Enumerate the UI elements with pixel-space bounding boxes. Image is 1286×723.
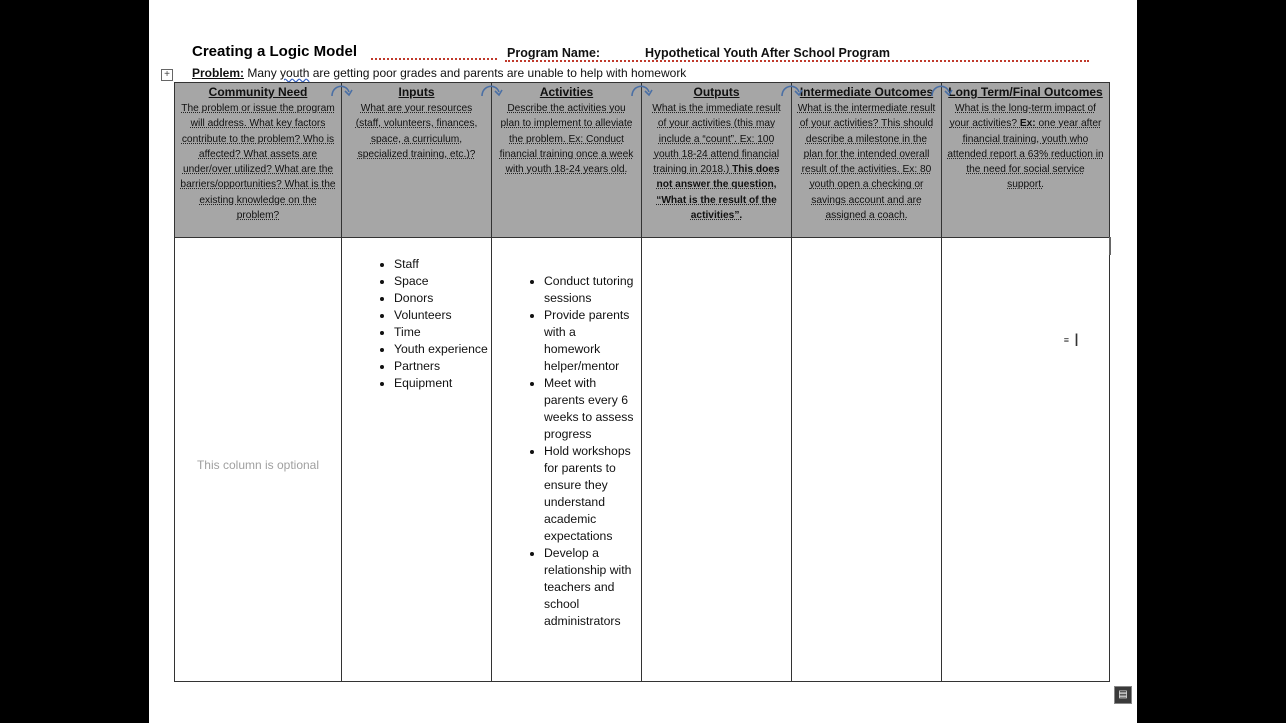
list-item: • Partners: [394, 358, 491, 375]
column-description-text: one year after financial training, youth who attended report a 63% reduction in the need for social service support.: [947, 118, 1104, 191]
column-description-pre: What is the long-term impact of your activities?: [949, 103, 1096, 130]
problem-text-flagged-word: youth: [280, 66, 310, 80]
column-description-text: What is the immediate result of your activities (this may include a “count”. Ex: 100 youth 18-24 attend financial training in 2018.): [652, 103, 781, 176]
cell-community-need[interactable]: [175, 238, 342, 682]
curved-arrow-icon: [929, 82, 955, 100]
problem-statement[interactable]: [192, 66, 686, 80]
curved-arrow-icon: [479, 82, 505, 100]
column-description: What is the intermediate result of your activities? This should describe a milestone in the plan for the intended overall result of the activities. Ex: 80 youth open a checking or savings account and are assigned a coach.: [797, 103, 936, 222]
document-title: Creating a Logic Model: [192, 43, 358, 60]
table-move-handle-icon[interactable]: +: [161, 69, 173, 81]
problem-label: Problem:: [192, 66, 245, 80]
list-item: • Hold workshops for parents to ensure they understand academic expectations: [544, 443, 635, 545]
table-resize-marker[interactable]: [1109, 237, 1111, 255]
header-long-term-outcomes[interactable]: [942, 83, 1110, 238]
header-community-need[interactable]: [175, 83, 342, 238]
header-intermediate-outcomes[interactable]: [792, 83, 942, 238]
column-description: What are your resources (staff, volunteers, finances, space, a curriculum, specialized training, etc.)?: [355, 103, 478, 160]
column-heading: Inputs: [398, 85, 435, 99]
document-page: [149, 0, 1137, 723]
paste-options-icon[interactable]: ▤: [1114, 686, 1132, 704]
list-item: • Provide parents with a homework helper/mentor: [544, 307, 635, 375]
cell-intermediate-outcomes[interactable]: [792, 238, 942, 682]
column-description: [947, 101, 1104, 193]
activities-list: [492, 238, 641, 630]
column-heading: Community Need: [208, 85, 308, 99]
list-item: • Youth experience: [394, 341, 491, 358]
program-name-value[interactable]: Hypothetical Youth After School Program: [645, 46, 890, 60]
list-item: • Time: [394, 324, 491, 341]
inputs-list: [342, 238, 491, 392]
cell-outputs[interactable]: [642, 238, 792, 682]
list-item: • Volunteers: [394, 307, 491, 324]
cell-activities[interactable]: [492, 238, 642, 682]
list-item: • Meet with parents every 6 weeks to assess progress: [544, 375, 635, 443]
text-cursor-icon: I: [1073, 331, 1079, 351]
column-description: [647, 101, 786, 223]
list-item: • Develop a relationship with teachers and school administrators: [544, 545, 635, 630]
header-outputs[interactable]: [642, 83, 792, 238]
program-name-label: Program Name:: [507, 46, 601, 60]
list-item: • Donors: [394, 290, 491, 307]
column-description: The problem or issue the program will address. What key factors contribute to the problem? Who is affected? What assets are under/over utilized? What are the barriers/opportunities? What is the existing knowledge on the problem?: [180, 103, 336, 222]
column-heading: Long Term/Final Outcomes: [948, 85, 1103, 99]
curved-arrow-icon: [329, 82, 355, 100]
paragraph-mark-icon: ≡: [1063, 335, 1069, 345]
header-activities[interactable]: [492, 83, 642, 238]
list-item: • Staff: [394, 256, 491, 273]
cell-long-term-outcomes[interactable]: [942, 238, 1110, 682]
column-heading: Activities: [539, 85, 594, 99]
column-description-bold: This does not answer the question, “What is the result of the activities”.: [656, 164, 780, 222]
problem-text-post: are getting poor grades and parents are unable to help with homework: [309, 66, 687, 80]
table-body-row: [175, 238, 1110, 682]
program-name-underline: [505, 60, 1089, 62]
column-heading: Outputs: [693, 85, 740, 99]
column-description-bold: Ex:: [1019, 118, 1036, 130]
logic-model-table: [174, 82, 1110, 682]
header-inputs[interactable]: [342, 83, 492, 238]
spellcheck-underline: [371, 58, 497, 60]
cell-inputs[interactable]: [342, 238, 492, 682]
curved-arrow-icon: [779, 82, 805, 100]
list-item: • Space: [394, 273, 491, 290]
column-heading: Intermediate Outcomes: [799, 85, 934, 99]
column-description: Describe the activities you plan to implement to alleviate the problem. Ex: Conduct financial training once a week with youth 18-24 years old.: [499, 103, 634, 176]
table-header-row: [175, 83, 1110, 238]
curved-arrow-icon: [629, 82, 655, 100]
list-item: • Equipment: [394, 375, 491, 392]
optional-column-note: This column is optional: [196, 458, 320, 472]
list-item: • Conduct tutoring sessions: [544, 273, 635, 307]
problem-text-pre: Many: [247, 66, 281, 80]
